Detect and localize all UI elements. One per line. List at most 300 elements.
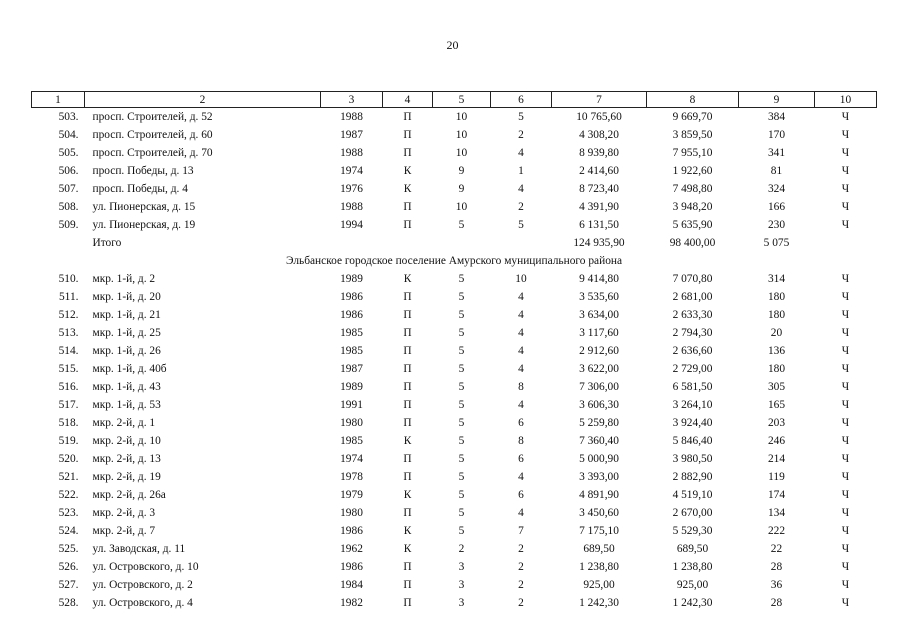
row-number-cell: 505. xyxy=(58,147,79,159)
living-area-cell: 2 633,30 xyxy=(672,309,713,321)
floors-cell: 3 xyxy=(458,597,465,609)
ownership-cell: Ч xyxy=(841,129,850,141)
ownership-cell: Ч xyxy=(841,111,850,123)
row-number-cell: 522. xyxy=(58,489,79,501)
total-area-cell: 3 606,30 xyxy=(579,399,619,411)
total-area-cell: 7 306,00 xyxy=(579,381,619,393)
floors-cell: 5 xyxy=(458,453,465,465)
living-area-cell: 689,50 xyxy=(676,543,709,555)
table-row xyxy=(32,360,877,378)
row-number-cell: 516. xyxy=(58,381,79,393)
floors-cell: 10 xyxy=(455,201,468,213)
ownership-cell: Ч xyxy=(841,579,850,591)
floors-cell: 5 xyxy=(458,507,465,519)
entrances-cell: 6 xyxy=(518,453,524,465)
entrances-cell: 1 xyxy=(518,165,524,177)
address-cell: мкр. 2-й, д. 7 xyxy=(92,525,156,537)
total-area: 124 935,90 xyxy=(573,237,625,249)
entrances-cell: 4 xyxy=(518,363,524,375)
column-header: 10 xyxy=(815,92,877,108)
row-number-cell: 515. xyxy=(58,363,79,375)
entrances-cell: 5 xyxy=(518,111,524,123)
address-cell: мкр. 1-й, д. 21 xyxy=(92,309,161,321)
year-built-cell: 1988 xyxy=(340,111,363,123)
row-number-cell: 524. xyxy=(58,525,79,537)
table-row xyxy=(32,594,877,612)
table-row xyxy=(32,324,877,342)
year-built-cell: 1991 xyxy=(340,399,363,411)
wall-material-cell: П xyxy=(403,129,412,141)
entrances-cell: 2 xyxy=(518,561,524,573)
total-block xyxy=(32,234,877,270)
year-built-cell: 1989 xyxy=(340,273,363,285)
table-row xyxy=(32,342,877,360)
residents-cell: 20 xyxy=(770,327,783,339)
entrances-cell: 4 xyxy=(518,147,524,159)
address-cell: мкр. 1-й, д. 53 xyxy=(92,399,161,411)
address-cell: ул. Островского, д. 10 xyxy=(92,561,199,573)
row-number-cell: 512. xyxy=(58,309,79,321)
table-row xyxy=(32,216,877,234)
residents-cell: 22 xyxy=(770,543,783,555)
residents-cell: 36 xyxy=(770,579,783,591)
total-area-cell: 2 912,60 xyxy=(579,345,619,357)
address-cell: мкр. 2-й, д. 1 xyxy=(92,417,156,429)
ownership-cell: Ч xyxy=(841,273,850,285)
year-built-cell: 1986 xyxy=(340,561,363,573)
living-area-cell: 4 519,10 xyxy=(672,489,713,501)
residents-cell: 203 xyxy=(767,417,786,429)
table-row xyxy=(32,162,877,180)
total-area-cell: 7 360,40 xyxy=(579,435,619,447)
total-area-cell: 4 391,90 xyxy=(579,201,619,213)
entrances-cell: 2 xyxy=(518,129,524,141)
total-area-cell: 689,50 xyxy=(583,543,615,555)
address-cell: мкр. 1-й, д. 2 xyxy=(92,273,156,285)
wall-material-cell: П xyxy=(403,219,412,231)
residents-cell: 166 xyxy=(767,201,786,213)
entrances-cell: 4 xyxy=(518,309,524,321)
wall-material-cell: П xyxy=(403,561,412,573)
entrances-cell: 6 xyxy=(518,489,524,501)
address-cell: просп. Строителей, д. 52 xyxy=(92,111,213,123)
ownership-cell: Ч xyxy=(841,597,850,609)
row-number-cell: 508. xyxy=(58,201,79,213)
floors-cell: 5 xyxy=(458,327,465,339)
wall-material-cell: К xyxy=(403,435,412,447)
total-area-cell: 3 622,00 xyxy=(579,363,619,375)
floors-cell: 5 xyxy=(458,309,465,321)
column-header: 5 xyxy=(433,92,491,108)
year-built-cell: 1974 xyxy=(340,165,363,177)
year-built-cell: 1982 xyxy=(340,597,363,609)
ownership-cell: Ч xyxy=(841,147,850,159)
total-area-cell: 9 414,80 xyxy=(579,273,619,285)
wall-material-cell: П xyxy=(403,363,412,375)
table-row xyxy=(32,288,877,306)
year-built-cell: 1986 xyxy=(340,525,363,537)
living-area-cell: 5 529,30 xyxy=(672,525,713,537)
residents-cell: 180 xyxy=(767,309,786,321)
row-number-cell: 520. xyxy=(58,453,79,465)
wall-material-cell: К xyxy=(403,183,412,195)
row-number-cell: 509. xyxy=(58,219,79,231)
total-area-cell: 3 450,60 xyxy=(579,507,619,519)
living-area-cell: 5 846,40 xyxy=(672,435,713,447)
total-area-cell: 5 259,80 xyxy=(579,417,619,429)
floors-cell: 5 xyxy=(458,219,465,231)
floors-cell: 3 xyxy=(458,579,465,591)
wall-material-cell: К xyxy=(403,543,412,555)
entrances-cell: 4 xyxy=(518,471,524,483)
address-cell: мкр. 1-й, д. 25 xyxy=(92,327,161,339)
table-row xyxy=(32,144,877,162)
ownership-cell: Ч xyxy=(841,291,850,303)
total-area-cell: 1 238,80 xyxy=(579,561,619,573)
living-area-cell: 3 264,10 xyxy=(672,399,713,411)
total-label: Итого xyxy=(92,237,122,249)
address-cell: мкр. 1-й, д. 20 xyxy=(92,291,161,303)
floors-cell: 5 xyxy=(458,417,465,429)
wall-material-cell: К xyxy=(403,489,412,501)
living-area-cell: 3 859,50 xyxy=(672,129,713,141)
total-area-cell: 3 117,60 xyxy=(579,327,619,339)
table-row xyxy=(32,396,877,414)
address-cell: ул. Островского, д. 2 xyxy=(92,579,193,591)
residents-cell: 174 xyxy=(767,489,786,501)
ownership-cell: Ч xyxy=(841,399,850,411)
address-cell: мкр. 2-й, д. 13 xyxy=(92,453,161,465)
table-row xyxy=(32,558,877,576)
wall-material-cell: П xyxy=(403,597,412,609)
residents-cell: 165 xyxy=(767,399,786,411)
row-number-cell: 518. xyxy=(58,417,79,429)
ownership-cell: Ч xyxy=(841,525,850,537)
wall-material-cell: П xyxy=(403,327,412,339)
entrances-cell: 4 xyxy=(518,507,524,519)
living-area-cell: 1 922,60 xyxy=(672,165,713,177)
residents-cell: 134 xyxy=(767,507,786,519)
entrances-cell: 2 xyxy=(518,201,524,213)
living-area-cell: 6 581,50 xyxy=(672,381,713,393)
table-row xyxy=(32,126,877,144)
row-number-cell: 517. xyxy=(58,399,79,411)
residents-cell: 384 xyxy=(767,111,786,123)
wall-material-cell: П xyxy=(403,345,412,357)
row-number-cell: 521. xyxy=(58,471,79,483)
ownership-cell: Ч xyxy=(841,417,850,429)
total-living-area: 98 400,00 xyxy=(669,237,716,249)
address-cell: ул. Заводская, д. 11 xyxy=(92,543,186,555)
table-row xyxy=(32,504,877,522)
ownership-cell: Ч xyxy=(841,165,850,177)
entrances-cell: 8 xyxy=(518,381,524,393)
wall-material-cell: П xyxy=(403,471,412,483)
address-cell: просп. Строителей, д. 70 xyxy=(92,147,213,159)
entrances-cell: 2 xyxy=(518,597,524,609)
year-built-cell: 1988 xyxy=(340,147,363,159)
floors-cell: 3 xyxy=(458,561,465,573)
table-row xyxy=(32,378,877,396)
residents-cell: 314 xyxy=(767,273,786,285)
residents-cell: 324 xyxy=(767,183,786,195)
living-area-cell: 2 882,90 xyxy=(672,471,713,483)
total-area-cell: 3 393,00 xyxy=(579,471,619,483)
wall-material-cell: П xyxy=(403,147,412,159)
table-row xyxy=(32,306,877,324)
row-number-cell: 506. xyxy=(58,165,79,177)
year-built-cell: 1988 xyxy=(340,201,363,213)
address-cell: мкр. 1-й, д. 40б xyxy=(92,363,167,375)
year-built-cell: 1962 xyxy=(340,543,363,555)
address-cell: просп. Победы, д. 4 xyxy=(92,183,188,195)
residents-cell: 214 xyxy=(767,453,786,465)
year-built-cell: 1978 xyxy=(340,471,363,483)
table-body-first xyxy=(32,108,877,235)
address-cell: ул. Островского, д. 4 xyxy=(92,597,193,609)
total-area-cell: 2 414,60 xyxy=(579,165,619,177)
wall-material-cell: П xyxy=(403,291,412,303)
address-cell: мкр. 2-й, д. 19 xyxy=(92,471,161,483)
residents-cell: 180 xyxy=(767,363,786,375)
residents-cell: 341 xyxy=(767,147,786,159)
wall-material-cell: П xyxy=(403,111,412,123)
living-area-cell: 2 794,30 xyxy=(672,327,713,339)
residents-cell: 230 xyxy=(767,219,786,231)
address-cell: мкр. 1-й, д. 43 xyxy=(92,381,161,393)
row-number-cell: 528. xyxy=(58,597,79,609)
year-built-cell: 1994 xyxy=(340,219,363,231)
table-row xyxy=(32,576,877,594)
ownership-cell: Ч xyxy=(841,507,850,519)
residents-cell: 119 xyxy=(768,471,785,483)
floors-cell: 5 xyxy=(458,273,465,285)
row-number-cell: 510. xyxy=(58,273,79,285)
living-area-cell: 3 948,20 xyxy=(672,201,713,213)
living-area-cell: 2 636,60 xyxy=(672,345,713,357)
year-built-cell: 1989 xyxy=(340,381,363,393)
living-area-cell: 2 729,00 xyxy=(672,363,713,375)
floors-cell: 10 xyxy=(455,111,468,123)
table-row xyxy=(32,414,877,432)
total-area-cell: 10 765,60 xyxy=(576,111,622,123)
address-cell: мкр. 2-й, д. 26а xyxy=(92,489,166,501)
year-built-cell: 1985 xyxy=(340,327,363,339)
column-header: 3 xyxy=(321,92,383,108)
address-cell: просп. Строителей, д. 60 xyxy=(92,129,213,141)
row-number-cell: 525. xyxy=(58,543,79,555)
living-area-cell: 7 498,80 xyxy=(672,183,713,195)
entrances-cell: 10 xyxy=(515,273,527,285)
table-row xyxy=(32,198,877,216)
residents-cell: 28 xyxy=(770,561,783,573)
header-row xyxy=(32,92,877,108)
row-number-cell: 514. xyxy=(58,345,79,357)
year-built-cell: 1980 xyxy=(340,507,363,519)
entrances-cell: 2 xyxy=(518,543,524,555)
table-row xyxy=(32,540,877,558)
floors-cell: 5 xyxy=(458,471,465,483)
residents-cell: 246 xyxy=(767,435,786,447)
floors-cell: 5 xyxy=(458,435,465,447)
ownership-cell: Ч xyxy=(841,201,850,213)
wall-material-cell: П xyxy=(403,309,412,321)
table-row xyxy=(32,432,877,450)
ownership-cell: Ч xyxy=(841,345,850,357)
floors-cell: 5 xyxy=(458,399,465,411)
total-area-cell: 8 723,40 xyxy=(579,183,619,195)
total-row xyxy=(32,234,877,252)
table-body-second xyxy=(32,270,877,612)
year-built-cell: 1985 xyxy=(340,435,363,447)
ownership-cell: Ч xyxy=(841,327,850,339)
year-built-cell: 1985 xyxy=(340,345,363,357)
entrances-cell: 4 xyxy=(518,327,524,339)
column-header: 1 xyxy=(32,92,85,108)
page-number: 20 xyxy=(446,38,459,52)
address-cell: мкр. 2-й, д. 3 xyxy=(92,507,156,519)
total-area-cell: 6 131,50 xyxy=(579,219,619,231)
wall-material-cell: П xyxy=(403,399,412,411)
living-area-cell: 3 980,50 xyxy=(672,453,713,465)
residents-cell: 170 xyxy=(767,129,786,141)
living-area-cell: 9 669,70 xyxy=(672,111,713,123)
residents-cell: 305 xyxy=(767,381,786,393)
year-built-cell: 1984 xyxy=(340,579,363,591)
total-area-cell: 4 891,90 xyxy=(579,489,619,501)
entrances-cell: 2 xyxy=(518,579,524,591)
column-header: 4 xyxy=(383,92,433,108)
residents-cell: 28 xyxy=(770,597,783,609)
row-number-cell: 504. xyxy=(58,129,79,141)
column-header: 8 xyxy=(647,92,739,108)
wall-material-cell: П xyxy=(403,417,412,429)
column-header: 6 xyxy=(491,92,552,108)
total-area-cell: 4 308,20 xyxy=(579,129,619,141)
ownership-cell: Ч xyxy=(841,471,850,483)
wall-material-cell: П xyxy=(403,579,412,591)
row-number-cell: 519. xyxy=(58,435,79,447)
ownership-cell: Ч xyxy=(841,543,850,555)
column-header: 7 xyxy=(552,92,647,108)
address-cell: ул. Пионерская, д. 15 xyxy=(92,201,196,213)
ownership-cell: Ч xyxy=(841,561,850,573)
floors-cell: 10 xyxy=(455,147,468,159)
year-built-cell: 1986 xyxy=(340,291,363,303)
living-area-cell: 2 681,00 xyxy=(672,291,713,303)
wall-material-cell: П xyxy=(403,381,412,393)
living-area-cell: 925,00 xyxy=(676,579,709,591)
table-row xyxy=(32,450,877,468)
year-built-cell: 1974 xyxy=(340,453,363,465)
table-row xyxy=(32,270,877,288)
table-row xyxy=(32,108,877,127)
address-cell: просп. Победы, д. 13 xyxy=(92,165,194,177)
year-built-cell: 1979 xyxy=(340,489,363,501)
total-area-cell: 8 939,80 xyxy=(579,147,619,159)
column-header: 9 xyxy=(739,92,815,108)
table-row xyxy=(32,180,877,198)
table-row xyxy=(32,468,877,486)
address-cell: ул. Пионерская, д. 19 xyxy=(92,219,196,231)
residents-cell: 81 xyxy=(770,165,783,177)
living-area-cell: 1 238,80 xyxy=(672,561,713,573)
ownership-cell: Ч xyxy=(841,363,850,375)
year-built-cell: 1976 xyxy=(340,183,363,195)
wall-material-cell: К xyxy=(403,525,412,537)
table-row xyxy=(32,522,877,540)
housing-registry-table xyxy=(31,91,877,612)
floors-cell: 5 xyxy=(458,525,465,537)
year-built-cell: 1986 xyxy=(340,309,363,321)
total-area-cell: 925,00 xyxy=(583,579,615,591)
entrances-cell: 7 xyxy=(518,525,524,537)
ownership-cell: Ч xyxy=(841,183,850,195)
floors-cell: 9 xyxy=(458,183,465,195)
table-row xyxy=(32,486,877,504)
ownership-cell: Ч xyxy=(841,381,850,393)
entrances-cell: 6 xyxy=(518,417,524,429)
row-number-cell: 511. xyxy=(58,291,79,303)
row-number-cell: 527. xyxy=(58,579,79,591)
entrances-cell: 4 xyxy=(518,345,524,357)
ownership-cell: Ч xyxy=(841,219,850,231)
year-built-cell: 1987 xyxy=(340,129,363,141)
entrances-cell: 4 xyxy=(518,183,524,195)
residents-cell: 222 xyxy=(767,525,786,537)
year-built-cell: 1987 xyxy=(340,363,363,375)
row-number-cell: 507. xyxy=(58,183,79,195)
section-title: Эльбанское городское поселение Амурского муниципального района xyxy=(285,255,623,267)
year-built-cell: 1980 xyxy=(340,417,363,429)
living-area-cell: 1 242,30 xyxy=(672,597,713,609)
entrances-cell: 4 xyxy=(518,291,524,303)
floors-cell: 5 xyxy=(458,363,465,375)
living-area-cell: 5 635,90 xyxy=(672,219,713,231)
entrances-cell: 5 xyxy=(518,219,524,231)
wall-material-cell: П xyxy=(403,507,412,519)
total-area-cell: 1 242,30 xyxy=(579,597,619,609)
row-number-cell: 526. xyxy=(58,561,79,573)
floors-cell: 5 xyxy=(458,381,465,393)
row-number-cell: 513. xyxy=(58,327,79,339)
wall-material-cell: К xyxy=(403,165,412,177)
column-number-header xyxy=(32,92,877,108)
floors-cell: 2 xyxy=(458,543,465,555)
floors-cell: 5 xyxy=(458,489,465,501)
living-area-cell: 3 924,40 xyxy=(672,417,713,429)
wall-material-cell: П xyxy=(403,201,412,213)
ownership-cell: Ч xyxy=(841,435,850,447)
row-number-cell: 523. xyxy=(58,507,79,519)
living-area-cell: 7 955,10 xyxy=(672,147,713,159)
residents-cell: 180 xyxy=(767,291,786,303)
residents-cell: 136 xyxy=(767,345,786,357)
column-header: 2 xyxy=(85,92,321,108)
ownership-cell: Ч xyxy=(841,309,850,321)
wall-material-cell: П xyxy=(403,453,412,465)
total-area-cell: 3 634,00 xyxy=(579,309,619,321)
floors-cell: 5 xyxy=(458,345,465,357)
total-area-cell: 3 535,60 xyxy=(579,291,619,303)
entrances-cell: 8 xyxy=(518,435,524,447)
floors-cell: 9 xyxy=(458,165,465,177)
living-area-cell: 2 670,00 xyxy=(672,507,713,519)
entrances-cell: 4 xyxy=(518,399,524,411)
living-area-cell: 7 070,80 xyxy=(672,273,713,285)
total-residents: 5 075 xyxy=(763,237,790,249)
address-cell: мкр. 2-й, д. 10 xyxy=(92,435,161,447)
